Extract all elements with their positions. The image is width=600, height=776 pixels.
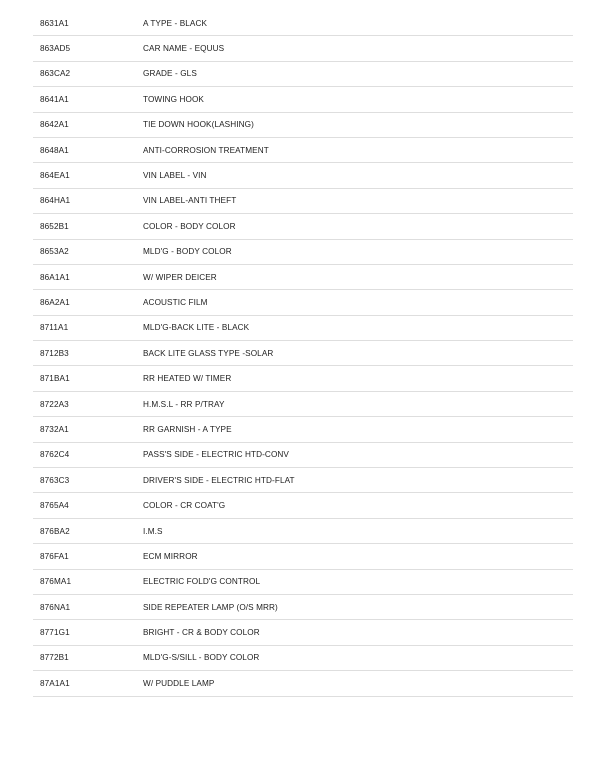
option-code: 8772B1 bbox=[40, 653, 69, 663]
table-row bbox=[33, 366, 573, 391]
option-code: 8712B3 bbox=[40, 348, 69, 358]
table-row bbox=[33, 265, 573, 290]
option-code: 8648A1 bbox=[40, 145, 69, 155]
option-code: 876MA1 bbox=[40, 577, 72, 587]
option-code: 86A1A1 bbox=[40, 272, 70, 282]
table-row bbox=[33, 87, 573, 112]
option-code: 863AD5 bbox=[40, 44, 71, 54]
option-code: 8771G1 bbox=[40, 628, 70, 638]
option-code: 864EA1 bbox=[40, 171, 70, 181]
option-code-table bbox=[33, 11, 573, 697]
option-description: RR HEATED W/ TIMER bbox=[143, 374, 232, 384]
option-description: MLD'G-BACK LITE - BLACK bbox=[143, 323, 250, 333]
option-description: PASS'S SIDE - ELECTRIC HTD-CONV bbox=[143, 450, 289, 460]
option-description: MLD'G - BODY COLOR bbox=[143, 247, 232, 257]
option-code: 876FA1 bbox=[40, 551, 69, 561]
option-description: ECM MIRROR bbox=[143, 551, 198, 561]
option-code: 864HA1 bbox=[40, 196, 71, 206]
table-row bbox=[33, 570, 573, 595]
option-description: BRIGHT - CR & BODY COLOR bbox=[143, 628, 260, 638]
table-row bbox=[33, 138, 573, 163]
table-row bbox=[33, 646, 573, 671]
table-row bbox=[33, 290, 573, 315]
option-code: 8722A3 bbox=[40, 399, 69, 409]
option-code: 8652B1 bbox=[40, 221, 69, 231]
table-row bbox=[33, 36, 573, 61]
option-description: CAR NAME - EQUUS bbox=[143, 44, 225, 54]
option-code: 8641A1 bbox=[40, 94, 69, 104]
table-row bbox=[33, 341, 573, 366]
option-description: A TYPE - BLACK bbox=[143, 18, 208, 28]
option-description: COLOR - BODY COLOR bbox=[143, 221, 236, 231]
table-row bbox=[33, 544, 573, 569]
option-code: 876BA2 bbox=[40, 526, 70, 536]
option-description: MLD'G-S/SILL - BODY COLOR bbox=[143, 653, 260, 663]
option-description: DRIVER'S SIDE - ELECTRIC HTD-FLAT bbox=[143, 475, 295, 485]
option-description: ACOUSTIC FILM bbox=[143, 297, 208, 307]
table-row bbox=[33, 62, 573, 87]
table-row bbox=[33, 11, 573, 36]
option-description: I.M.S bbox=[143, 526, 163, 536]
option-code: 8763C3 bbox=[40, 475, 70, 485]
table-row bbox=[33, 316, 573, 341]
table-row bbox=[33, 468, 573, 493]
option-code: 8642A1 bbox=[40, 120, 69, 130]
table-row bbox=[33, 443, 573, 468]
option-description: ANTI-CORROSION TREATMENT bbox=[143, 145, 269, 155]
table-row bbox=[33, 113, 573, 138]
option-code: 871BA1 bbox=[40, 374, 70, 384]
table-row bbox=[33, 493, 573, 518]
option-code: 8765A4 bbox=[40, 501, 69, 511]
option-code: 8732A1 bbox=[40, 424, 69, 434]
option-code: 87A1A1 bbox=[40, 678, 70, 688]
table-row bbox=[33, 214, 573, 239]
option-description: RR GARNISH - A TYPE bbox=[143, 424, 232, 434]
option-code: 86A2A1 bbox=[40, 297, 70, 307]
option-description: BACK LITE GLASS TYPE -SOLAR bbox=[143, 348, 274, 358]
option-description: ELECTRIC FOLD'G CONTROL bbox=[143, 577, 261, 587]
option-description: COLOR - CR COAT'G bbox=[143, 501, 226, 511]
option-code: 8631A1 bbox=[40, 18, 69, 28]
option-description: VIN LABEL - VIN bbox=[143, 171, 207, 181]
option-code: 863CA2 bbox=[40, 69, 71, 79]
option-code: 8653A2 bbox=[40, 247, 69, 257]
option-code: 876NA1 bbox=[40, 602, 71, 612]
table-row bbox=[33, 392, 573, 417]
option-description: H.M.S.L - RR P/TRAY bbox=[143, 399, 225, 409]
table-row bbox=[33, 189, 573, 214]
table-row bbox=[33, 163, 573, 188]
table-row bbox=[33, 595, 573, 620]
option-description: W/ WIPER DEICER bbox=[143, 272, 217, 282]
option-description: TIE DOWN HOOK(LASHING) bbox=[143, 120, 254, 130]
option-description: TOWING HOOK bbox=[143, 94, 204, 104]
option-description: SIDE REPEATER LAMP (O/S MRR) bbox=[143, 602, 278, 612]
table-row bbox=[33, 671, 573, 696]
option-code: 8762C4 bbox=[40, 450, 70, 460]
option-description: W/ PUDDLE LAMP bbox=[143, 678, 215, 688]
table-row bbox=[33, 620, 573, 645]
table-row bbox=[33, 519, 573, 544]
table-row bbox=[33, 417, 573, 442]
option-code: 8711A1 bbox=[40, 323, 69, 333]
table-row bbox=[33, 240, 573, 265]
option-description: VIN LABEL-ANTI THEFT bbox=[143, 196, 237, 206]
option-description: GRADE - GLS bbox=[143, 69, 197, 79]
